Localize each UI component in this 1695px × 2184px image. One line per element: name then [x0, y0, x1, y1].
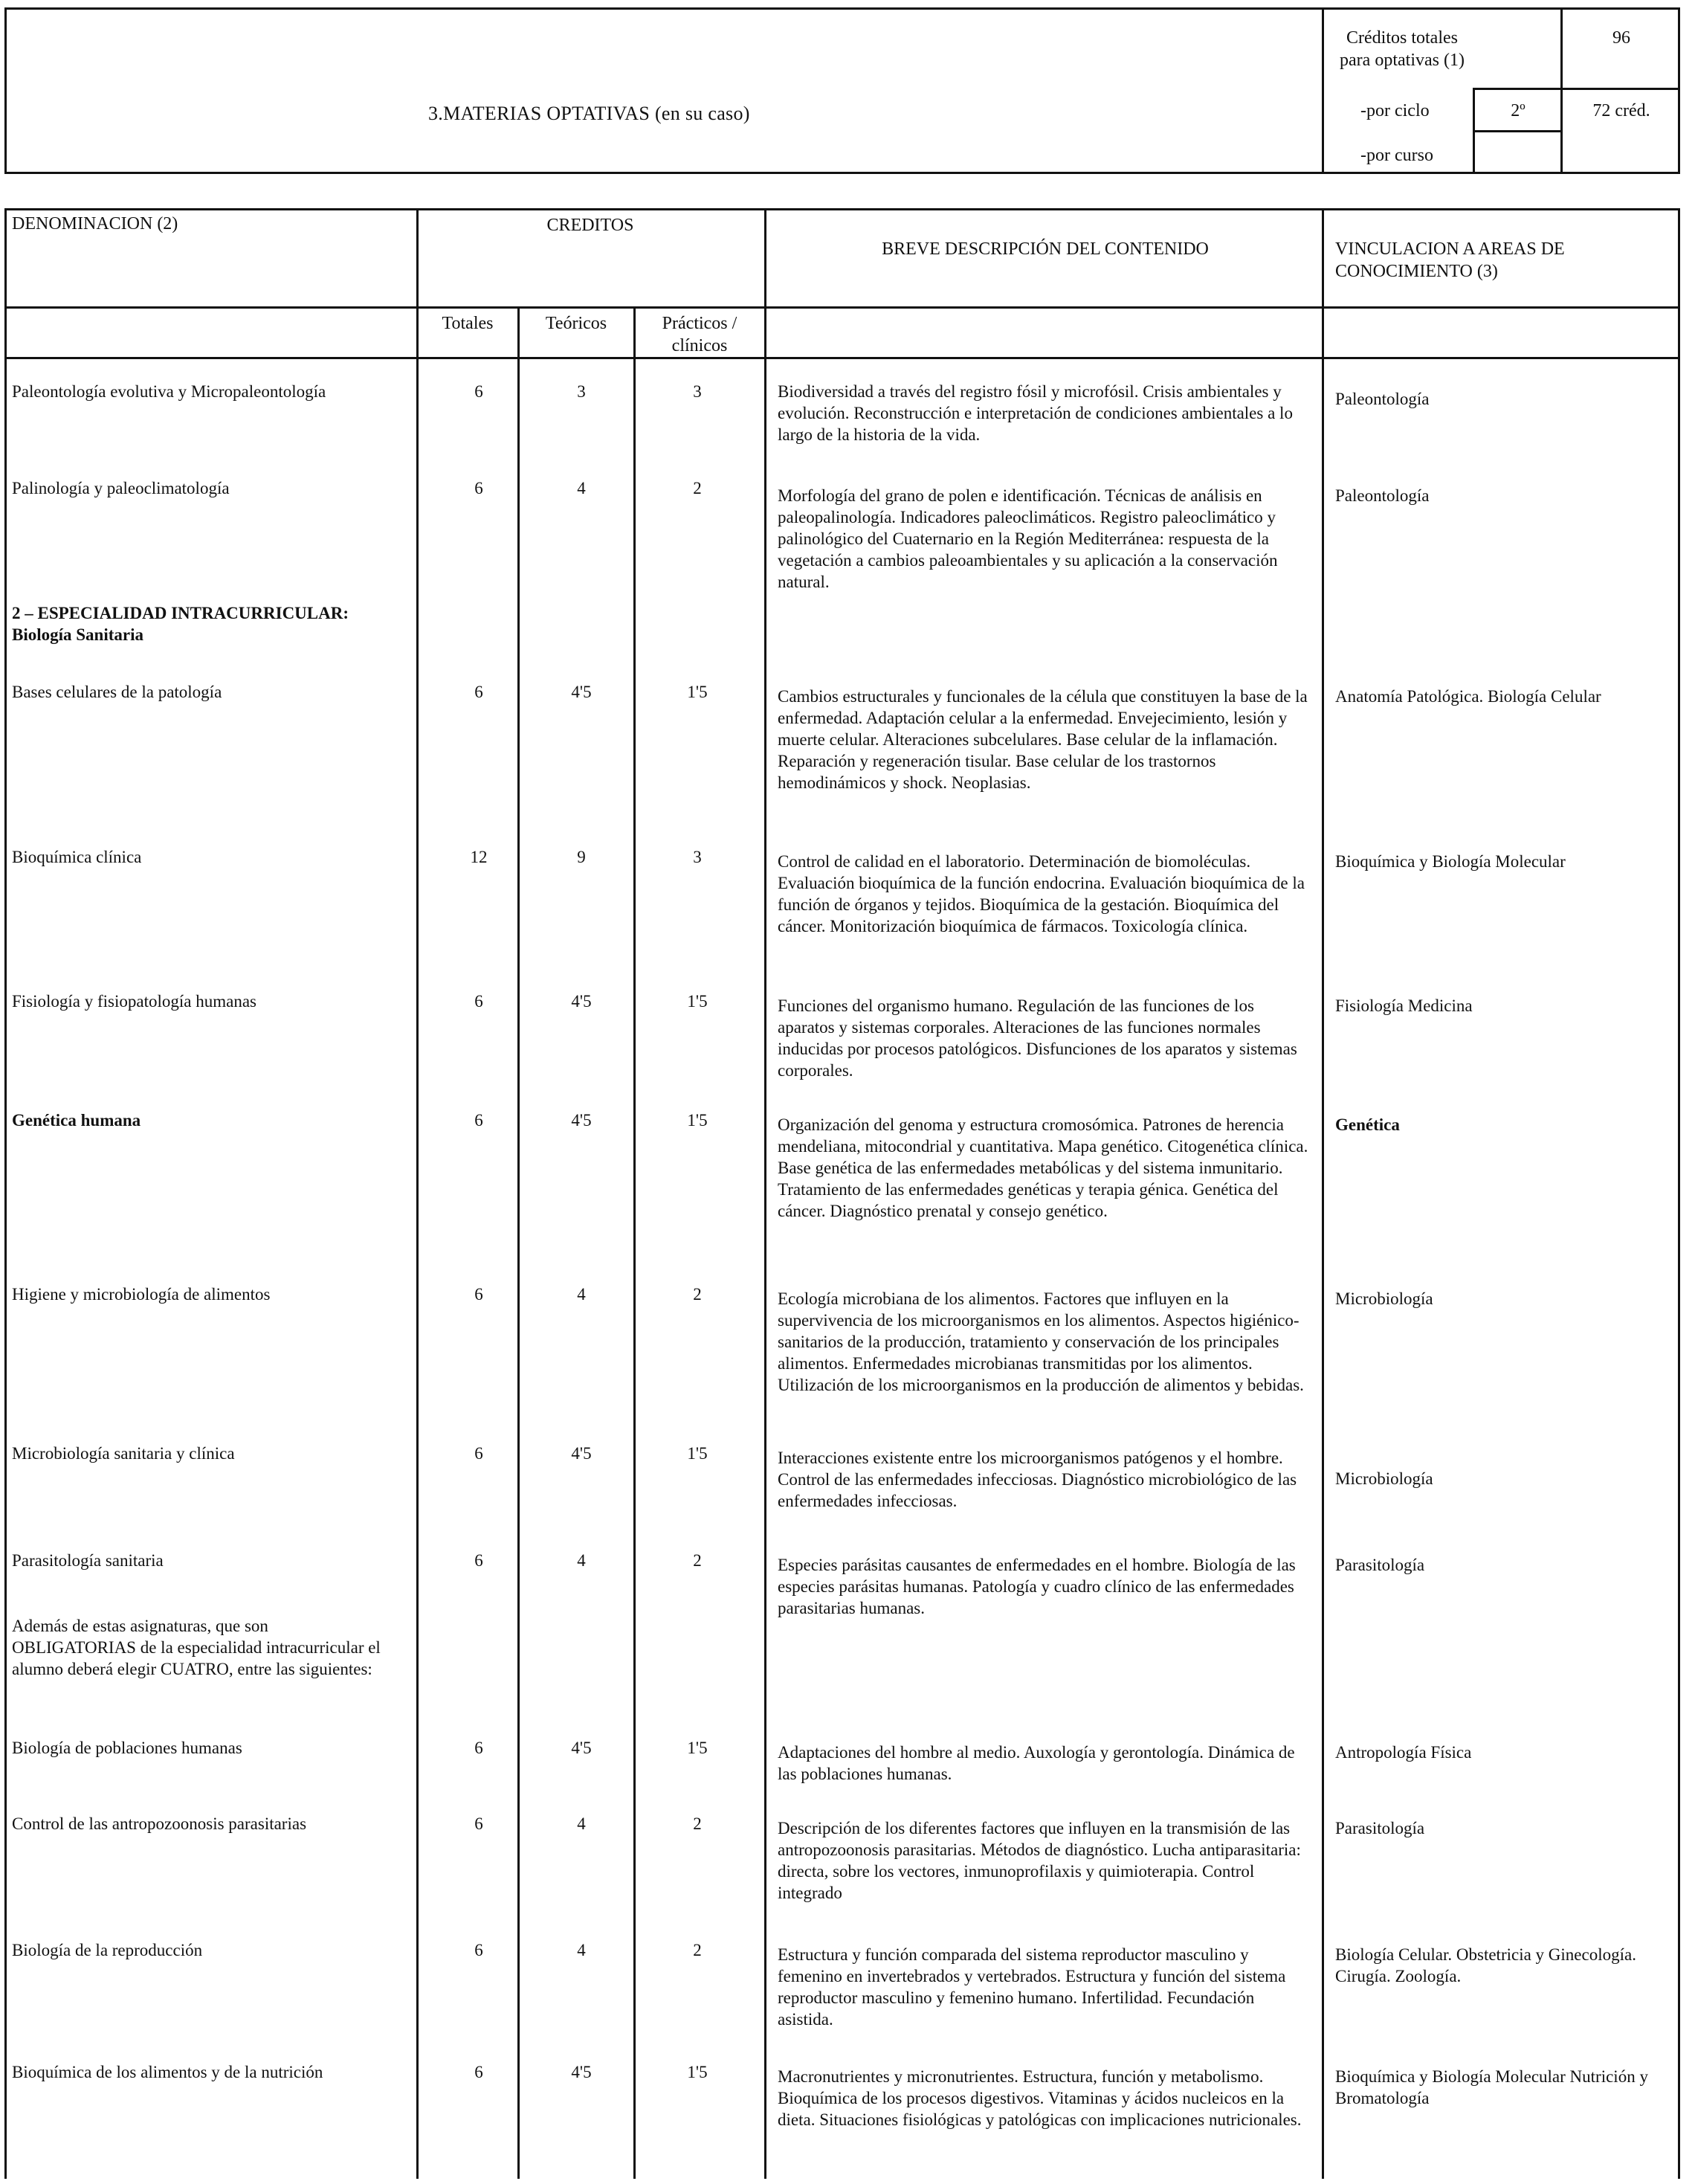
- row-area: Anatomía Patológica. Biología Celular: [1335, 687, 1601, 706]
- row-name: Microbiología sanitaria y clínica: [12, 1444, 235, 1463]
- row-descripcion: Interacciones existente entre los microorganismos patógenos y el hombre. Control de las enfermedades infecciosas. Diagnóstico microbiológico de las enfermedades infecciosas.: [778, 1449, 1297, 1510]
- row-name: Control de las antropozoonosis parasitarias: [12, 1814, 307, 1833]
- row-teoricos: 4: [577, 1941, 586, 1959]
- row-teoricos: 4: [577, 479, 586, 497]
- row-area: Parasitología: [1335, 1819, 1425, 1837]
- row-practicos: 1'5: [687, 1739, 708, 1757]
- header-teoricos: Teóricos: [545, 314, 607, 333]
- row-name: Fisiología y fisiopatología humanas: [12, 992, 256, 1011]
- row-totales: 6: [474, 479, 483, 497]
- row-area: Bioquímica y Biología Molecular Nutrición y Bromatología: [1335, 2067, 1648, 2107]
- row-descripcion: Ecología microbiana de los alimentos. Factores que influyen en la supervivencia de los microorganismos en los alimentos. Aspectos higiénico-sanitarios de la producción, tratamiento y conservación de los principales alimentos. Enfermedades microbianas transmitidas por los alimentos. Utilización de los microorganismos en la producción de alimentos y bebidas.: [778, 1289, 1304, 1394]
- row-area: Antropología Física: [1335, 1743, 1472, 1762]
- optativas-table: [4, 208, 1680, 2179]
- row-teoricos: 4: [577, 1551, 586, 1570]
- row-descripcion: Especies parásitas causantes de enfermedades en el hombre. Biología de las especies parásitas humanas. Patología y cuadro clínico de las enfermedades parasitarias humanas.: [778, 1556, 1296, 1617]
- row-practicos: 1'5: [687, 2063, 708, 2081]
- row-teoricos: 4'5: [571, 992, 592, 1011]
- row-practicos: 2: [693, 1285, 702, 1304]
- row-totales: 6: [474, 683, 483, 701]
- row-name: Bioquímica de los alimentos y de la nutrición: [12, 2063, 323, 2081]
- note-text: Además de estas asignaturas, que son OBLIGATORIAS de la especialidad intracurricular el alumno deberá elegir CUATRO, entre las siguientes:: [12, 1617, 381, 1678]
- row-totales: 6: [474, 2063, 483, 2081]
- row-area: Paleontología: [1335, 486, 1430, 505]
- row-descripcion: Cambios estructurales y funcionales de la célula que constituyen la base de la enfermedad. Adaptación celular a la enfermedad. Envejecimiento, lesión y muerte celular. Alteraciones subcelulares. Base celular de la inflamación. Reparación y regeneración tisular. Base celular de los trastornos hemodinámicos y shock. Neoplasias.: [778, 687, 1308, 792]
- row-totales: 6: [474, 382, 483, 401]
- row-teoricos: 4: [577, 1285, 586, 1304]
- creditos-totales-value: 96: [1612, 28, 1630, 48]
- row-teoricos: 4'5: [571, 1444, 592, 1463]
- por-curso-label: -por curso: [1360, 146, 1433, 165]
- row-name: Biología de la reproducción: [12, 1941, 203, 1959]
- row-totales: 6: [474, 1111, 483, 1130]
- row-area: Microbiología: [1335, 1289, 1433, 1308]
- row-name: Bioquímica clínica: [12, 848, 142, 866]
- row-practicos: 3: [693, 848, 702, 866]
- row-name: Parasitología sanitaria: [12, 1551, 164, 1570]
- row-descripcion: Macronutrientes y micronutrientes. Estructura, función y metabolismo. Bioquímica de los procesos digestivos. Vitaminas y ácidos nucleicos en la dieta. Situaciones fisiológicas y patológicas con implicaciones nutricionales.: [778, 2067, 1302, 2129]
- row-practicos: 1'5: [687, 992, 708, 1011]
- row-area: Bioquímica y Biología Molecular: [1335, 852, 1566, 871]
- row-practicos: 1'5: [687, 1111, 708, 1130]
- por-ciclo-creditos: 72 créd.: [1592, 101, 1650, 120]
- header-totales: Totales: [442, 314, 494, 333]
- row-area: Biología Celular. Obstetricia y Ginecología. Cirugía. Zoología.: [1335, 1945, 1636, 1985]
- header-practicos: Prácticos / clínicos: [662, 314, 737, 355]
- row-teoricos: 4'5: [571, 683, 592, 701]
- row-teoricos: 4'5: [571, 1739, 592, 1757]
- row-totales: 6: [474, 1285, 483, 1304]
- row-teoricos: 4: [577, 1814, 586, 1833]
- row-totales: 12: [470, 848, 488, 866]
- row-descripcion: Control de calidad en el laboratorio. Determinación de biomoléculas. Evaluación bioquímica de la función endocrina. Evaluación bioquímica de la función de órganos y tejidos. Bioquímica de la gestación. Bioquímica del cáncer. Monitorización bioquímica de fármacos. Toxicología clínica.: [778, 852, 1305, 935]
- row-totales: 6: [474, 1814, 483, 1833]
- row-descripcion: Funciones del organismo humano. Regulación de las funciones de los aparatos y sistemas corporales. Alteraciones de las funciones normales inducidas por procesos patológicos. Disfunciones de los aparatos y sistemas corporales.: [778, 996, 1297, 1080]
- row-teoricos: 4'5: [571, 2063, 592, 2081]
- row-descripcion: Organización del genoma y estructura cromosómica. Patrones de herencia mendeliana, mitocondrial y cuantitativa. Mapa genético. Citogenética clínica. Base genética de las enfermedades metabólicas y del sistema inmunitario. Tratamiento de las enfermedades genéticas y terapia génica. Genética del cáncer. Diagnóstico prenatal y consejo genético.: [778, 1115, 1308, 1220]
- row-practicos: 2: [693, 479, 702, 497]
- row-totales: 6: [474, 1739, 483, 1757]
- row-practicos: 3: [693, 382, 702, 401]
- row-teoricos: 3: [577, 382, 586, 401]
- por-ciclo-label: -por ciclo: [1360, 101, 1430, 120]
- row-name: Higiene y microbiología de alimentos: [12, 1285, 271, 1304]
- row-descripcion: Biodiversidad a través del registro fósil y microfósil. Crisis ambientales y evolución. Reconstrucción e interpretación de condiciones ambientales a lo largo de la historia de la vida.: [778, 382, 1293, 444]
- row-descripcion: Descripción de los diferentes factores que influyen en la transmisión de las antropozoonosis parasitarias. Métodos de diagnóstico. Lucha antiparasitaria: directa, sobre los vectores, inmunoprofilaxis y quimioterapia. Control integrado: [778, 1819, 1301, 1902]
- row-teoricos: 9: [577, 848, 586, 866]
- row-area: Genética: [1335, 1115, 1400, 1134]
- row-teoricos: 4'5: [571, 1111, 592, 1130]
- row-name: Genética humana: [12, 1111, 141, 1130]
- row-area: Microbiología: [1335, 1469, 1433, 1488]
- header-creditos: CREDITOS: [546, 216, 634, 235]
- row-descripcion: Estructura y función comparada del sistema reproductor masculino y femenino en invertebrados y vertebrados. Estructura y función del sistema reproductor masculino y femenino humano. Infertilidad. Fecundación asistida.: [778, 1945, 1286, 2029]
- row-name: Bases celulares de la patología: [12, 683, 222, 701]
- row-practicos: 2: [693, 1551, 702, 1570]
- header-denominacion: DENOMINACION (2): [12, 214, 178, 233]
- row-totales: 6: [474, 1444, 483, 1463]
- section-title: 3.MATERIAS OPTATIVAS (en su caso): [428, 103, 750, 124]
- row-descripcion: Adaptaciones del hombre al medio. Auxología y gerontología. Dinámica de las poblaciones humanas.: [778, 1743, 1295, 1783]
- row-totales: 6: [474, 992, 483, 1011]
- row-descripcion: Morfología del grano de polen e identificación. Técnicas de análisis en paleopalinología. Indicadores paleoclimáticos. Registro paleoclimático y palinológico del Cuaternario en la Región Mediterránea: respuesta de la vegetación a cambios paleoambientales y su aplicación a la conservación natural.: [778, 486, 1278, 591]
- row-practicos: 1'5: [687, 1444, 708, 1463]
- row-totales: 6: [474, 1551, 483, 1570]
- row-name: Paleontología evolutiva y Micropaleontología: [12, 382, 326, 401]
- row-name: Palinología y paleoclimatología: [12, 479, 230, 497]
- row-practicos: 1'5: [687, 683, 708, 701]
- row-name: Biología de poblaciones humanas: [12, 1739, 242, 1757]
- creditos-totales-label: Créditos totales para optativas (1): [1340, 28, 1465, 70]
- por-ciclo-value: 2º: [1511, 101, 1526, 120]
- row-totales: 6: [474, 1941, 483, 1959]
- row-practicos: 2: [693, 1941, 702, 1959]
- row-area: Paleontología: [1335, 390, 1430, 408]
- row-area: Fisiología Medicina: [1335, 996, 1473, 1015]
- section-heading: 2 – ESPECIALIDAD INTRACURRICULAR: Biología Sanitaria: [12, 604, 349, 644]
- header-vinculacion: VINCULACION A AREAS DE CONOCIMIENTO (3): [1335, 239, 1565, 281]
- header-descripcion: BREVE DESCRIPCIÓN DEL CONTENIDO: [882, 239, 1209, 259]
- row-area: Parasitología: [1335, 1556, 1425, 1574]
- header-box: [4, 7, 1680, 174]
- row-practicos: 2: [693, 1814, 702, 1833]
